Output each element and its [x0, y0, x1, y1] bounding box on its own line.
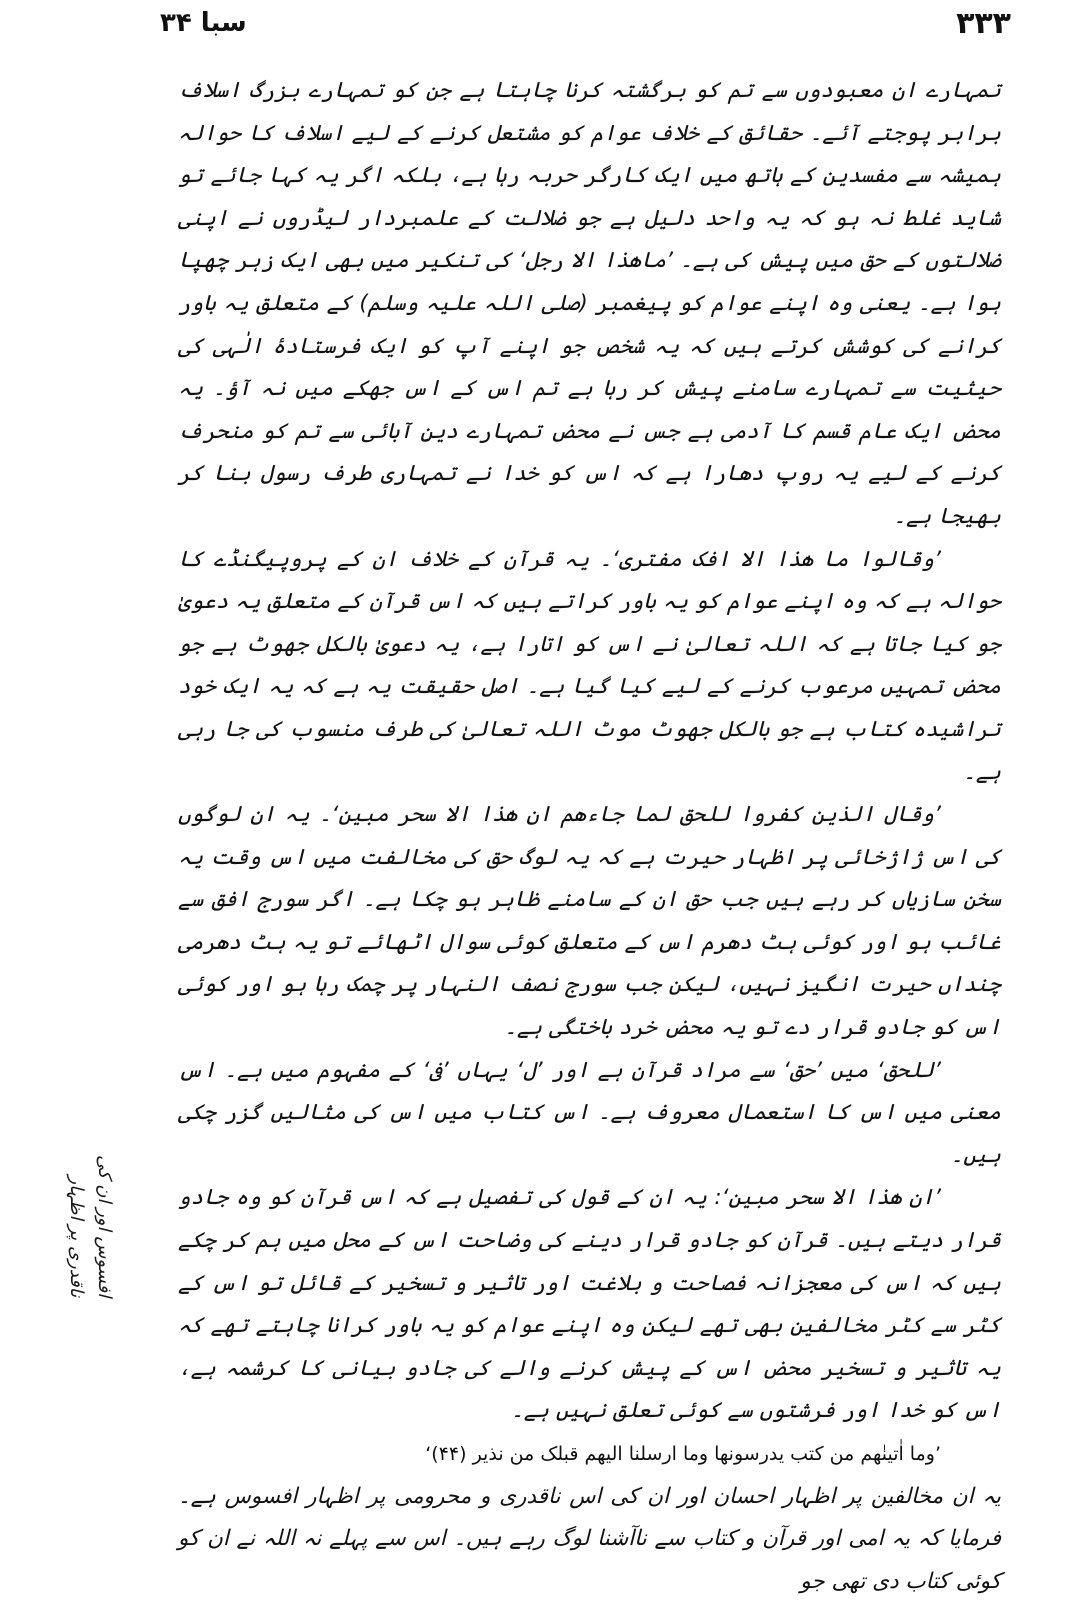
page-header: [160, 6, 1011, 46]
paragraph: ’للحق‘ میں ’حق‘ سے مراد قرآن ہے اور ’ل‘ یہاں ’فی‘ کے مفہوم میں ہے۔ اس معنی میں اس کا استعمال معروف ہے۔ اس کتاب میں اس کی مثالیں گزر چکی ہیں۔: [178, 1057, 1001, 1168]
paragraph: ’وقالوا ما ھٰذا الا افک مفتری‘۔ یہ قرآن کے خلاف ان کے پروپیگنڈے کا حوالہ ہے کہ وہ اپنے عوام کو یہ باور کراتے ہیں کہ اس قرآن کے متعلق یہ دعویٰ جو کیا جاتا ہے کہ اللہ تعالیٰ نے اس کو اتارا ہے، یہ دعویٰ بالکل جھوٹ ہے جو محض تمہیں مرعوب کرنے کے لیے کیا گیا ہے۔ اصل حقیقت یہ ہے کہ یہ ایک خود تراشیدہ کتاب ہے جو بالکل جھوٹ موٹ اللہ تعالیٰ کی طرف منسوب کی جا رہی ہے۔: [178, 546, 1001, 785]
body-text: [178, 70, 1001, 1603]
margin-note: [62, 1155, 118, 1297]
paragraph: ’وقال الذین کفروا للحق لما جاءھم ان ھٰذا الا سحر مبین‘۔ یہ ان لوگوں کی اس ژاژخائی پر اظہار حیرت ہے کہ یہ لوگ حق کی مخالفت میں اس وقت یہ سخن سازیاں کر رہے ہیں جب حق ان کے سامنے ظاہر ہو چکا ہے۔ اگر سورج افق سے غائب ہو اور کوئی ہٹ دھرم اس کے متعلق کوئی سوال اٹھائے تو یہ ہٹ دھرمی چنداں حیرت انگیز نہیں، لیکن جب سورج نصف النہار پر چمک رہا ہو اور کوئی اس کو جادو قرار دے تو یہ محض خرد باختگی ہے۔: [178, 802, 1001, 1041]
paragraph: تمہارے ان معبودوں سے تم کو برگشتہ کرنا چاہتا ہے جن کو تمہارے بزرگ اسلاف برابر پوجتے آئے۔ حقائق کے خلاف عوام کو مشتعل کرنے کے لیے اسلاف کا حوالہ ہمیشہ سے مفسدین کے ہاتھ میں ایک کارگر حربہ رہا ہے، بلکہ اگر یہ کہا جائے تو شاید غلط نہ ہو کہ یہ واحد دلیل ہے جو ضلالت کے علمبردار لیڈروں نے اپنی ضلالتوں کے حق میں پیش کی ہے۔ ’ماھٰذا الا رجل‘ کی تنکیر میں بھی ایک زہر چھپا ہوا ہے۔ یعنی وہ اپنے عوام کو پیغمبر (صلی اللہ علیہ وسلم) کے متعلق یہ باور کرانے کی کوشش کرتے ہیں کہ یہ شخص جو اپنے آپ کو ایک فرستادۂ الٰہی کی حیثیت سے تمہارے سامنے پیش کر رہا ہے تم اس کے اس جھکے میں نہ آؤ۔ یہ محض ایک عام قسم کا آدمی ہے جس نے محض تمہارے دینِ آبائی سے تم کو منحرف کرنے کے لیے یہ روپ دھارا ہے کہ اس کو خدا نے تمہاری طرف رسول بنا کر بھیجا ہے۔: [178, 78, 1001, 529]
surah-label: سبا ۳۴: [160, 8, 247, 38]
quranic-verse: ’وما اٰتینٰھم من کتب یدرسونھا وما ارسلنا الیھم قبلک من نذیر (۴۴)‘: [425, 1443, 941, 1465]
margin-note-line: ناقدری پر اظہار: [66, 1175, 87, 1298]
page-number: ۳۳۳: [956, 6, 1011, 41]
paragraph: یہ ان مخالفین پر اظہار احسان اور ان کی اس ناقدری و محرومی پر اظہار افسوس ہے۔ فرمایا کہ یہ امی اور قرآن و کتاب سے ناآشنا لوگ رہے ہیں۔ اس سے پہلے نہ اللہ نے ان کو کوئی کتاب دی تھی جو: [178, 1483, 1001, 1594]
paragraph: ’ان ھٰذا الا سحر مبین‘: یہ ان کے قول کی تفصیل ہے کہ اس قرآن کو وہ جادو قرار دیتے ہیں۔ قرآن کو جادو قرار دینے کی وضاحت اس کے محل میں ہم کر چکے ہیں کہ اس کی معجزانہ فصاحت و بلاغت اور تاثیر و تسخیر کے قائل تو اس کے کٹر سے کٹر مخالفین بھی تھے لیکن وہ اپنے عوام کو یہ باور کرانا چاہتے تھے کہ یہ تاثیر و تسخیر محض اس کے پیش کرنے والے کی جادو بیانی کا کرشمہ ہے، اس کو خدا اور فرشتوں سے کوئی تعلق نہیں ہے۔: [178, 1185, 1001, 1424]
margin-note-line: افسوس اور ان کی: [94, 1155, 115, 1298]
